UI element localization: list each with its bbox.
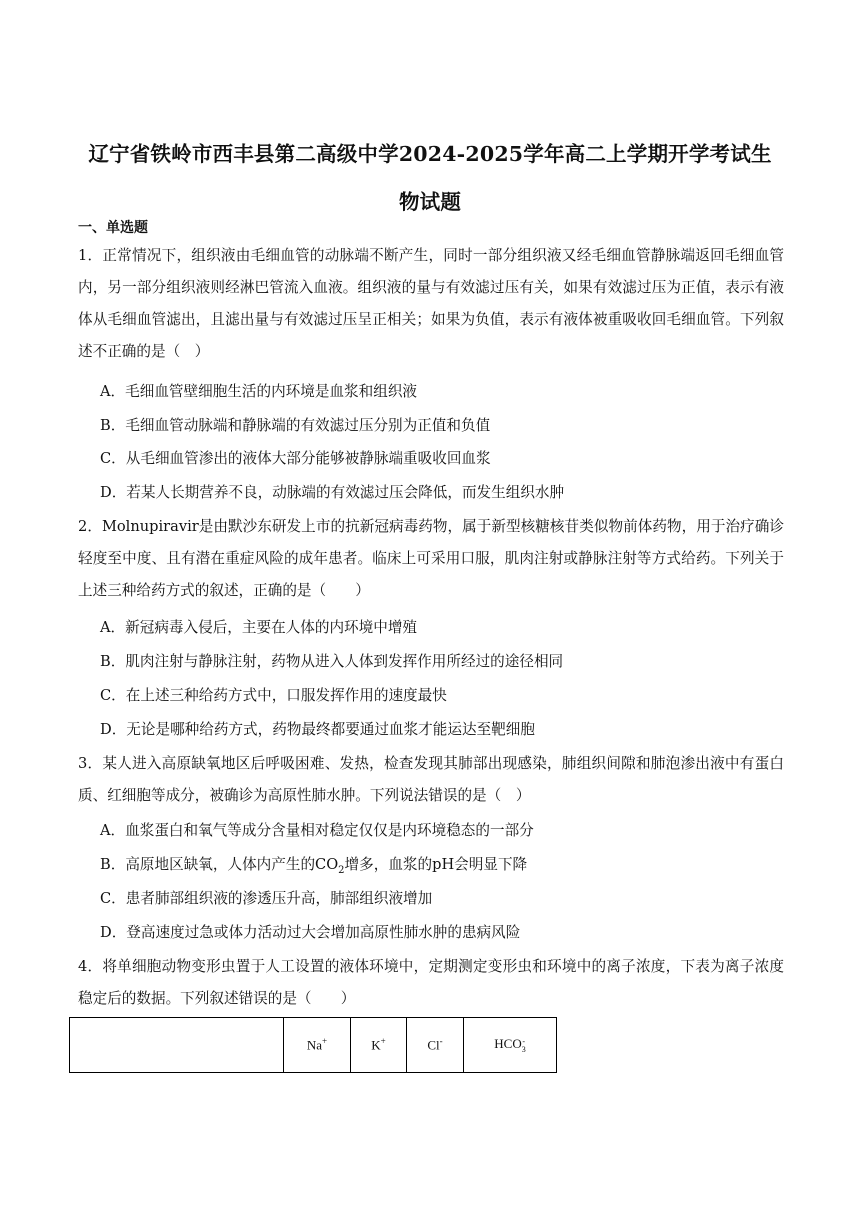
ion-concentration-table [69,1017,557,1073]
question-1-option-a: A．毛细血管壁细胞生活的内环境是血浆和组织液 [100,383,418,400]
question-2-option-d: D．无论是哪种给药方式，药物最终都要通过血浆才能运达至靶细胞 [100,721,535,738]
question-3-option-c: C．患者肺部组织液的渗透压升高，肺部组织液增加 [100,890,433,907]
question-3-stem: 3．某人进入高原缺氧地区后呼吸困难、发热，检查发现其肺部出现感染，肺组织间隙和肺泡渗出液中有蛋白质、红细胞等成分，被确诊为高原性肺水肿。下列说法错误的是（ ） [78,755,784,804]
co2-subscript: 2 [338,864,345,876]
question-2-option-b: B．肌肉注射与静脉注射，药物从进入人体到发挥作用所经过的途径相同 [100,653,564,670]
question-3-option-a: A．血浆蛋白和氧气等成分含量相对稳定仅仅是内环境稳态的一部分 [100,822,534,839]
table-header-hco3 [464,1018,557,1073]
title-line-1: 辽宁省铁岭市西丰县第二高级中学2024-2025学年高二上学期开学考试生 [88,142,772,166]
question-4-stem: 4．将单细胞动物变形虫置于人工设置的液体环境中，定期测定变形虫和环境中的离子浓度，下表为离子浓度稳定后的数据。下列叙述错误的是（ ） [78,958,784,1007]
question-3-option-b [100,849,527,887]
question-3-option-b-rest: 增多，血浆的pH会明显下降 [344,856,528,873]
table-header-cl [407,1018,464,1073]
k-charge: + [380,1036,386,1047]
na-label: Na [306,1037,323,1053]
question-1-stem: 1．正常情况下，组织液由毛细血管的动脉端不断产生，同时一部分组织液又经毛细血管静脉端返回毛细血管内，另一部分组织液则经淋巴管流入血液。组织液的量与有效滤过压有关，如果有效滤过压为正值，表示有液体从毛细血管滤出，且滤出量与有效滤过压呈正相关；如果为负值，表示有液体被重吸收回毛细血管。下列叙述不正确的是（ ） [78,247,784,360]
k-label: K [371,1037,381,1053]
table-header-na [284,1018,351,1073]
question-1-option-c: C．从毛细血管渗出的液体大部分能够被静脉端重吸收回血浆 [100,450,491,467]
hco3-charge: - [522,1036,526,1046]
hco3-label: HCO [494,1036,522,1052]
hco3-subscript: 3 [521,1044,526,1054]
table-header-k [351,1018,407,1073]
cl-charge: - [439,1036,443,1047]
question-2-option-a: A．新冠病毒入侵后，主要在人体的内环境中增殖 [100,619,418,636]
question-2-option-c: C．在上述三种给药方式中，口服发挥作用的速度最快 [100,687,447,704]
question-1-option-d: D．若某人长期营养不良，动脉端的有效滤过压会降低，而发生组织水肿 [100,484,565,501]
cl-label: Cl [427,1037,440,1053]
section-heading: 一、单选题 [78,220,148,236]
question-1-option-b: B．毛细血管动脉端和静脉端的有效滤过压分别为正值和负值 [100,417,491,434]
title-line-2: 物试题 [398,190,462,214]
table-header-empty [70,1018,284,1073]
question-2-stem: 2．Molnupiravir是由默沙东研发上市的抗新冠病毒药物，属于新型核糖核苷类似物前体药物，用于治疗确诊轻度至中度、且有潜在重症风险的成年患者。临床上可采用口服，肌肉注射或静脉注射等方式给药。下列关于上述三种给药方式的叙述，正确的是（ ） [78,518,784,599]
question-3-option-d: D．登高速度过急或体力活动过大会增加高原性肺水肿的患病风险 [100,924,521,941]
question-3-option-b-text: B．高原地区缺氧，人体内产生的CO [100,856,339,873]
table-header-row [70,1018,557,1073]
document-title [70,130,790,226]
na-charge: + [322,1036,328,1047]
